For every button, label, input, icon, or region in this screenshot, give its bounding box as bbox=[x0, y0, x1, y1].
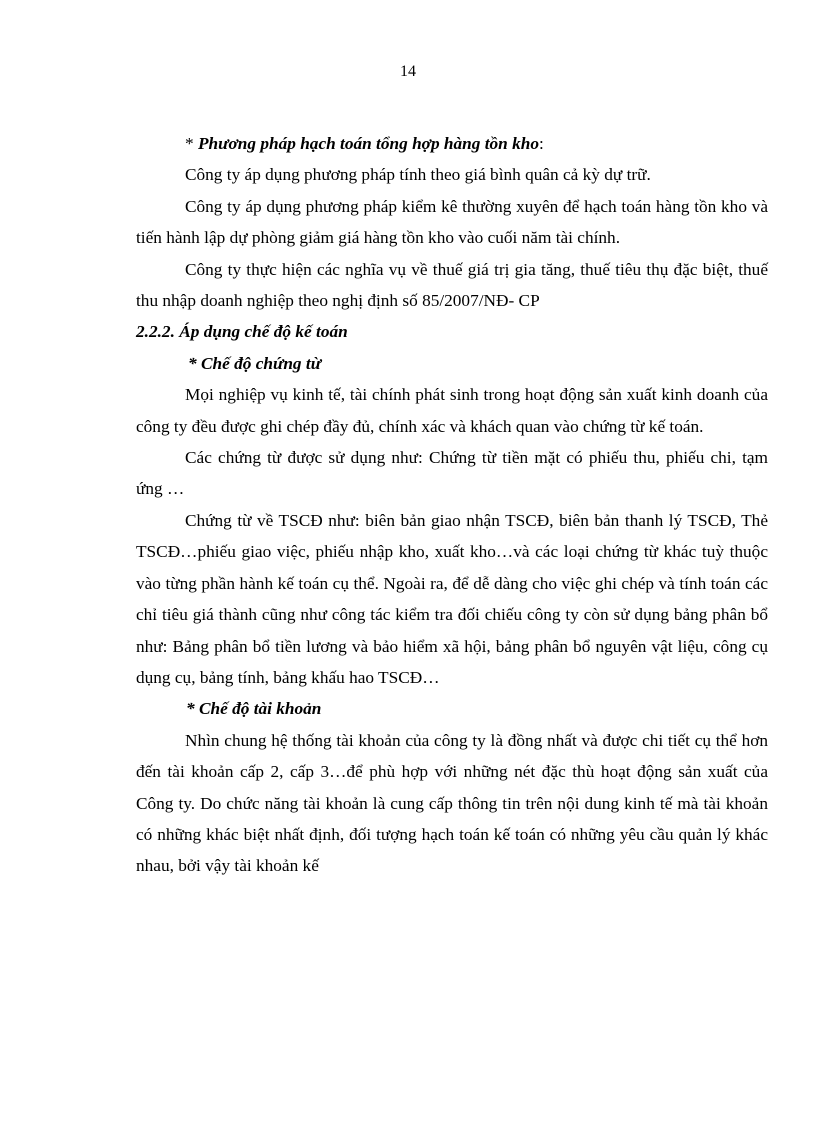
paragraph-account-system: Nhìn chung hệ thống tài khoản của công ty là đồng nhất và được chi tiết cụ thể hơn đến tài khoản cấp 2, cấp 3…để phù hợp với những nét đặc thù hoạt động sản xuất của Công ty. Do chức năng tài khoản là cung cấp thông tin trên nội dung kinh tế mà tài khoản có những khác biệt nhất định, đối tượng hạch toán kế toán có những yêu cầu quản lý khác nhau, bởi vậy tài khoản kế bbox=[136, 730, 768, 876]
paragraph-fixed-asset-vouchers: Chứng từ về TSCĐ như: biên bản giao nhận TSCĐ, biên bản thanh lý TSCĐ, Thẻ TSCĐ…phiếu giao việc, phiếu nhập kho, xuất kho…và các loại chứng từ khác tuỳ thuộc vào từng phần hành kế toán cụ thể. Ngoài ra, để dễ dàng cho việc ghi chép và tính toán các chỉ tiêu giá thành cũng như công tác kiểm tra đối chiếu công ty còn sử dụng bảng phân bổ như: Bảng phân bổ tiền lương và bảo hiểm xã hội, bảng phân bổ nguyên vật liệu, công cụ dụng cụ, bảng tính, bảng khấu hao TSCĐ… bbox=[136, 510, 768, 687]
inventory-method-title: Phương pháp hạch toán tổng hợp hàng tồn kho bbox=[197, 134, 540, 153]
subheading-voucher-regime: * Chế độ chứng từ bbox=[188, 353, 322, 373]
document-body bbox=[136, 128, 768, 882]
inventory-method-heading bbox=[136, 128, 768, 159]
paragraph-pricing-method: Công ty áp dụng phương pháp tính theo giá bình quân cả kỳ dự trữ. bbox=[185, 165, 651, 185]
paragraph-voucher-types: Các chứng từ được sử dụng như: Chứng từ tiền mặt có phiếu thu, phiếu chi, tạm ứng … bbox=[136, 448, 768, 499]
heading-colon: : bbox=[539, 134, 544, 153]
page-number: 14 bbox=[400, 63, 416, 80]
subheading-account-regime: * Chế độ tài khoản bbox=[186, 699, 322, 719]
paragraph-tax-obligations: Công ty thực hiện các nghĩa vụ về thuế giá trị gia tăng, thuế tiêu thụ đặc biệt, thuế thu nhập doanh nghiệp theo nghị định số 85/2007/NĐ- CP bbox=[136, 259, 768, 311]
bullet-prefix: * bbox=[185, 134, 198, 153]
paragraph-inventory-counting: Công ty áp dụng phương pháp kiểm kê thường xuyên để hạch toán hàng tồn kho và tiến hành lập dự phòng giảm giá hàng tồn kho vào cuối năm tài chính. bbox=[136, 196, 768, 248]
section-heading-2-2-2: 2.2.2. Áp dụng chế độ kế toán bbox=[136, 322, 348, 342]
paragraph-vouchers-intro: Mọi nghiệp vụ kinh tế, tài chính phát sinh trong hoạt động sản xuất kinh doanh của công ty đều được ghi chép đầy đủ, chính xác và khách quan vào chứng từ kế toán. bbox=[136, 385, 768, 436]
